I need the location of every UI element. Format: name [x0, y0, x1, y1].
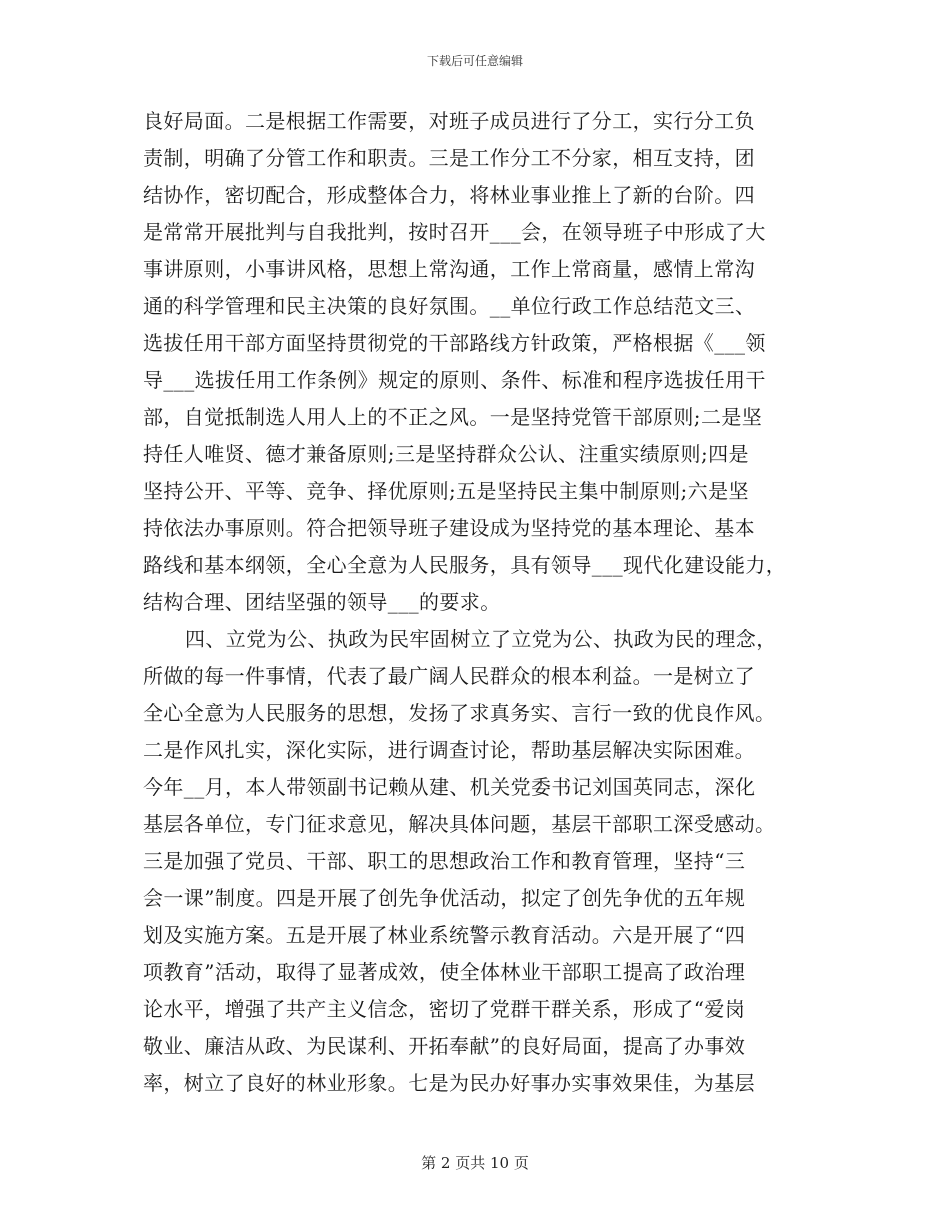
text-line: 事讲原则，小事讲风格，思想上常沟通，工作上常商量，感情上常沟	[143, 257, 755, 281]
page-number-footer: 第 2 页共 10 页	[421, 1154, 529, 1172]
text-line: 项教育”活动，取得了显著成效，使全体林业干部职工提高了政治理	[143, 960, 746, 984]
text-line: 坚持公开、平等、竞争、择优原则;五是坚持民主集中制原则;六是坚	[143, 479, 749, 503]
text-line: 选拔任用干部方面坚持贯彻党的干部路线方针政策，严格根据《___领	[143, 331, 766, 355]
text-line: 今年__月，本人带领副书记赖从建、机关党委书记刘国英同志，深化	[143, 775, 756, 799]
text-line: 结协作，密切配合，形成整体合力，将林业事业推上了新的台阶。四	[143, 183, 755, 207]
text-line: 是常常开展批判与自我批判，按时召开___会，在领导班子中形成了大	[143, 220, 766, 244]
text-line: 敬业、廉洁从政、为民谋利、开拓奉献”的良好局面，提高了办事效	[143, 1034, 746, 1058]
text-line: 导___选拔任用工作条例》规定的原则、条件、标准和程序选拔任用干	[143, 368, 766, 392]
document-body	[143, 103, 823, 1102]
text-line: 全心全意为人民服务的思想，发扬了求真务实、言行一致的优良作风。	[143, 701, 776, 725]
text-line: 路线和基本纲领，全心全意为人民服务，具有领导___现代化建设能力，	[143, 553, 787, 577]
text-line: 论水平，增强了共产主义信念，密切了党群干群关系，形成了“爱岗	[143, 997, 746, 1021]
text-line: 所做的每一件事情，代表了最广阔人民群众的根本利益。一是树立了	[143, 664, 755, 688]
text-line: 三是加强了党员、干部、职工的思想政治工作和教育管理，坚持“三	[143, 849, 746, 873]
text-line: 持依法办事原则。符合把领导班子建设成为坚持党的基本理论、基本	[143, 516, 755, 540]
text-line: 部，自觉抵制选人用人上的不正之风。一是坚持党管干部原则;二是坚	[143, 405, 763, 429]
text-line: 责制，明确了分管工作和职责。三是工作分工不分家，相互支持，团	[143, 146, 755, 170]
text-line: 划及实施方案。五是开展了林业系统警示教育活动。六是开展了“四	[143, 923, 746, 947]
text-line: 基层各单位，专门征求意见，解决具体问题，基层干部职工深受感动。	[143, 812, 776, 836]
text-line: 会一课”制度。四是开展了创先争优活动，拟定了创先争优的五年规	[143, 886, 746, 910]
paragraph-start-line: 四、立党为公、执政为民牢固树立了立党为公、执政为民的理念，	[185, 627, 777, 651]
text-line: 结构合理、团结坚强的领导___的要求。	[143, 590, 501, 614]
page-header: 下载后可任意编辑	[426, 54, 523, 68]
text-line: 持任人唯贤、德才兼备原则;三是坚持群众公认、注重实绩原则;四是	[143, 442, 749, 466]
text-line: 二是作风扎实，深化实际，进行调查讨论，帮助基层解决实际困难。	[143, 738, 755, 762]
text-line: 良好局面。二是根据工作需要，对班子成员进行了分工，实行分工负	[143, 109, 755, 133]
text-line: 通的科学管理和民主决策的良好氛围。__单位行政工作总结范文三、	[143, 294, 756, 318]
text-line: 率，树立了良好的林业形象。七是为民办好事办实事效果佳，为基层	[143, 1071, 755, 1095]
